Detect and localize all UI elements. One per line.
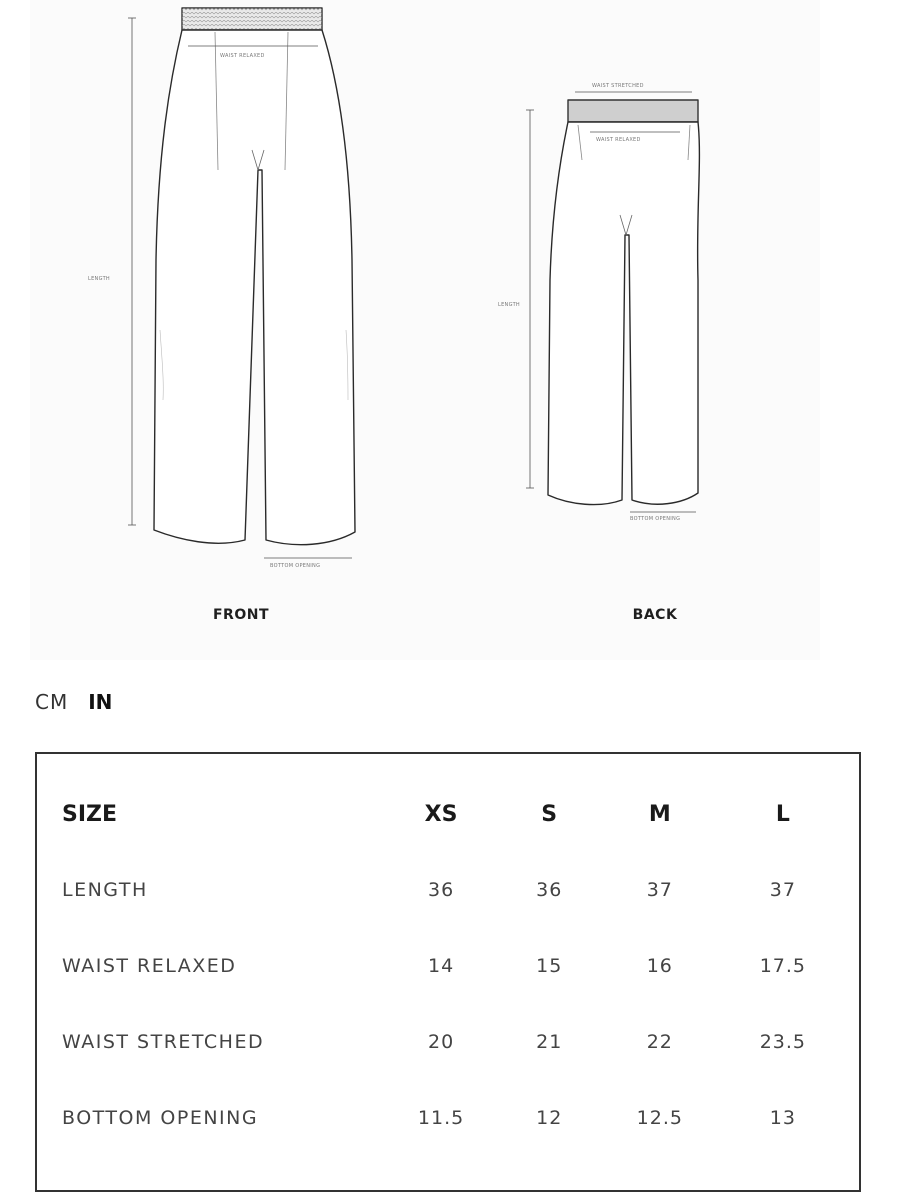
table-cell: 11.5 [417, 1107, 465, 1129]
size-chart [35, 752, 861, 1192]
table-cell: 37 [646, 879, 673, 901]
back-length-measure-label: LENGTH [498, 302, 520, 308]
header-m: M [648, 802, 671, 827]
table-cell: 14 [427, 955, 455, 977]
size-table [62, 794, 859, 1156]
pants-technical-drawing [30, 0, 820, 660]
row-label: WAIST STRETCHED [62, 1031, 265, 1053]
unit-toggle [35, 690, 112, 714]
front-bottom-measure-label: BOTTOM OPENING [270, 563, 321, 569]
table-cell: 16 [646, 955, 673, 977]
table-row [62, 1080, 859, 1156]
row-label: LENGTH [62, 879, 148, 901]
table-row [62, 852, 859, 928]
front-length-measure-label: LENGTH [88, 276, 110, 282]
table-row [62, 928, 859, 1004]
header-size: SIZE [62, 802, 118, 827]
back-waist-relaxed-label: WAIST RELAXED [596, 137, 641, 143]
front-view-label: FRONT [212, 607, 270, 623]
table-cell: 21 [536, 1031, 563, 1053]
table-cell: 22 [646, 1031, 673, 1053]
table-cell: 36 [536, 879, 563, 901]
table-cell: 12.5 [636, 1107, 683, 1129]
table-cell: 23.5 [759, 1031, 806, 1053]
table-cell: 36 [427, 879, 455, 901]
unit-in-button[interactable]: IN [88, 690, 113, 714]
header-s: S [541, 802, 558, 827]
table-header-row [62, 794, 859, 852]
table-cell: 20 [427, 1031, 455, 1053]
row-label: BOTTOM OPENING [62, 1107, 259, 1129]
table-row [62, 1004, 859, 1080]
garment-diagram [30, 0, 820, 660]
front-pants-drawing [128, 8, 355, 558]
table-cell: 12 [536, 1107, 563, 1129]
table-cell: 13 [769, 1107, 796, 1129]
unit-cm-button[interactable]: CM [35, 690, 69, 714]
table-cell: 37 [769, 879, 796, 901]
row-label: WAIST RELAXED [62, 955, 237, 977]
back-bottom-measure-label: BOTTOM OPENING [630, 516, 681, 522]
back-pants-drawing [526, 92, 699, 512]
back-waist-stretched-label: WAIST STRETCHED [592, 83, 644, 89]
back-view-label: BACK [632, 607, 678, 623]
table-cell: 17.5 [759, 955, 806, 977]
table-cell: 15 [536, 955, 563, 977]
header-xs: XS [424, 802, 458, 827]
header-l: L [775, 802, 790, 827]
front-waist-measure-label: WAIST RELAXED [220, 53, 265, 59]
